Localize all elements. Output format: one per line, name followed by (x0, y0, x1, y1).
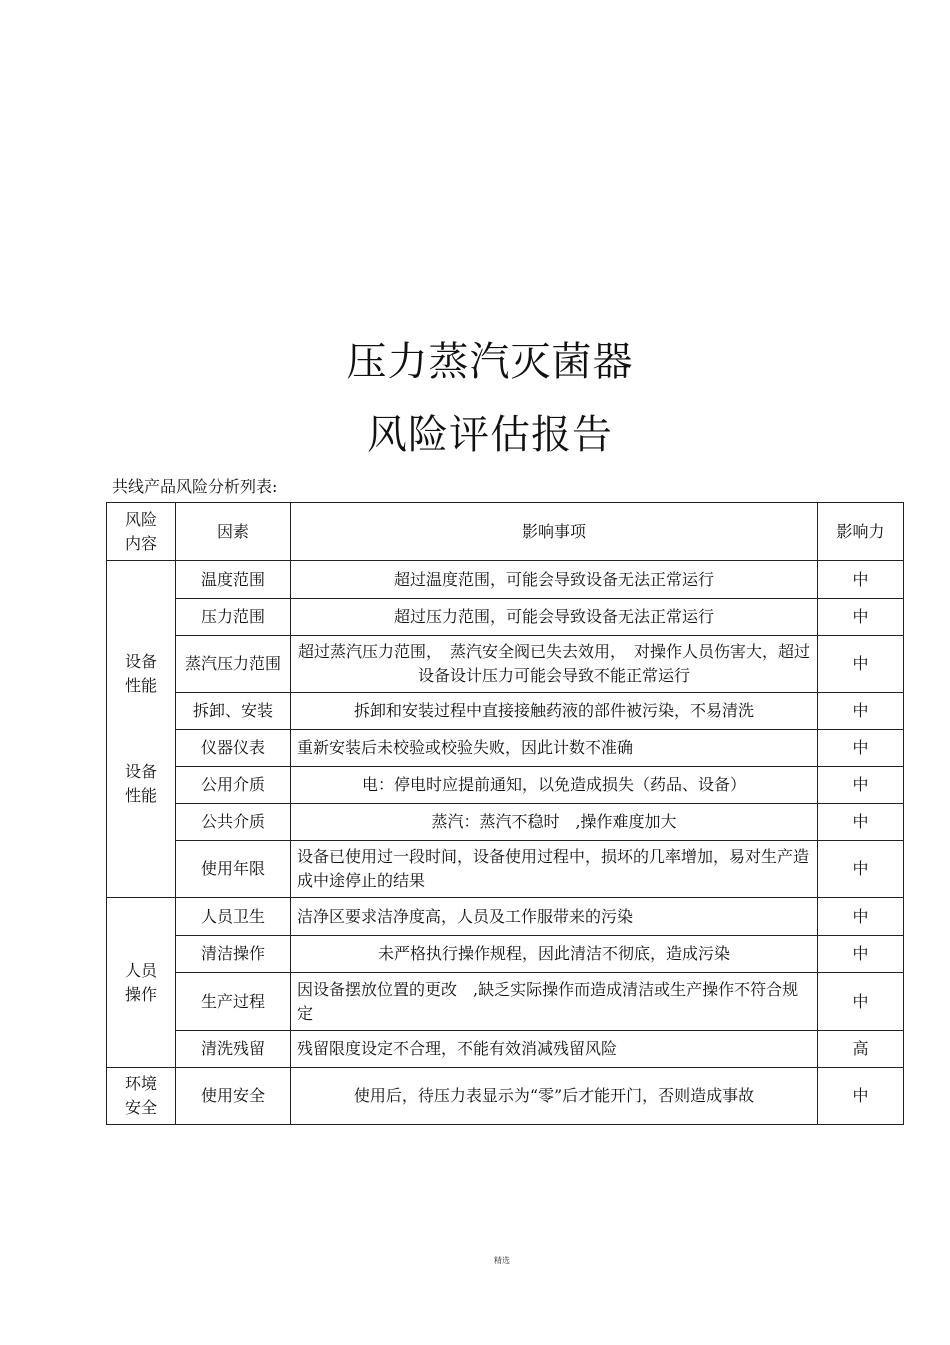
level-cell: 中 (818, 730, 904, 767)
category-label: 设备 (124, 762, 157, 781)
factor-cell: 公共介质 (176, 804, 291, 841)
document-title-line-1: 压力蒸汽灭菌器 (346, 339, 634, 385)
category-environment-safety (107, 1068, 176, 1125)
level-cell: 中 (818, 841, 904, 898)
factor-cell: 蒸汽压力范围 (176, 636, 291, 693)
impact-cell: 超过压力范围，可能会导致设备无法正常运行 (291, 599, 818, 636)
level-cell: 中 (818, 767, 904, 804)
header-factor: 因素 (176, 503, 291, 561)
level-cell: 中 (818, 636, 904, 693)
impact-cell: 蒸汽：蒸汽不稳时 ,操作难度加大 (291, 804, 818, 841)
level-cell: 中 (818, 599, 904, 636)
impact-cell: 拆卸和安装过程中直接接触药液的部件被污染，不易清洗 (291, 693, 818, 730)
factor-cell: 生产过程 (176, 973, 291, 1031)
level-cell: 中 (818, 693, 904, 730)
impact-cell: 使用后，待压力表显示为“零”后才能开门，否则造成事故 (291, 1068, 818, 1125)
level-cell: 中 (818, 973, 904, 1031)
table-row (107, 693, 904, 730)
level-cell: 中 (818, 936, 904, 973)
factor-cell: 仪器仪表 (176, 730, 291, 767)
factor-cell: 温度范围 (176, 561, 291, 599)
impact-cell: 设备已使用过一段时间，设备使用过程中，损坏的几率增加，易对生产造成中途停止的结果 (291, 841, 818, 898)
impact-cell: 未严格执行操作规程，因此清洁不彻底，造成污染 (291, 936, 818, 973)
category-equipment-performance (107, 561, 176, 898)
table-row (107, 767, 904, 804)
category-label: 安全 (124, 1098, 157, 1117)
table-row (107, 1031, 904, 1068)
impact-cell: 超过温度范围，可能会导致设备无法正常运行 (291, 561, 818, 599)
page-footer: 精选 (494, 1256, 510, 1265)
impact-cell: 超过蒸汽压力范围， 蒸汽安全阀已失去效用， 对操作人员伤害大，超过设备设计压力可能会导致不能正常运行 (291, 636, 818, 693)
risk-analysis-table (106, 502, 904, 1125)
category-personnel-operation (107, 898, 176, 1068)
header-category (107, 503, 176, 561)
table-row (107, 804, 904, 841)
table-row (107, 599, 904, 636)
factor-cell: 拆卸、安装 (176, 693, 291, 730)
factor-cell: 使用安全 (176, 1068, 291, 1125)
impact-cell: 重新安装后未校验或校验失败，因此计数不准确 (291, 730, 818, 767)
category-label: 环境 (124, 1074, 157, 1093)
level-cell: 中 (818, 804, 904, 841)
level-cell: 中 (818, 898, 904, 936)
table-row (107, 841, 904, 898)
level-cell: 中 (818, 561, 904, 599)
category-label: 人员 (124, 960, 157, 980)
table-row (107, 730, 904, 767)
table-row (107, 898, 904, 936)
impact-cell: 残留限度设定不合理，不能有效消减残留风险 (291, 1031, 818, 1068)
table-row (107, 973, 904, 1031)
header-category-line-1: 风险 (124, 509, 157, 529)
category-label: 操作 (124, 984, 157, 1004)
header-category-line-2: 内容 (124, 533, 157, 553)
table-caption: 共线产品风险分析列表: (112, 477, 278, 496)
table-row (107, 936, 904, 973)
factor-cell: 人员卫生 (176, 898, 291, 936)
factor-cell: 清洁操作 (176, 936, 291, 973)
impact-cell: 因设备摆放位置的更改 ,缺乏实际操作而造成清洁或生产操作不符合规定 (291, 973, 818, 1031)
table-row (107, 636, 904, 693)
factor-cell: 清洗残留 (176, 1031, 291, 1068)
document-title-line-2: 风险评估报告 (367, 412, 613, 458)
level-cell: 高 (818, 1031, 904, 1068)
factor-cell: 公用介质 (176, 767, 291, 804)
factor-cell: 使用年限 (176, 841, 291, 898)
level-cell: 中 (818, 1068, 904, 1125)
table-header-row (107, 503, 904, 561)
category-label: 设备 (124, 652, 157, 671)
impact-cell: 电：停电时应提前通知，以免造成损失（药品、设备） (291, 767, 818, 804)
impact-cell: 洁净区要求洁净度高，人员及工作服带来的污染 (291, 898, 818, 936)
category-label: 性能 (124, 786, 157, 805)
header-level: 影响力 (818, 503, 904, 561)
category-label: 性能 (124, 676, 157, 695)
header-impact: 影响事项 (291, 503, 818, 561)
factor-cell: 压力范围 (176, 599, 291, 636)
table-row (107, 561, 904, 599)
table-row (107, 1068, 904, 1125)
